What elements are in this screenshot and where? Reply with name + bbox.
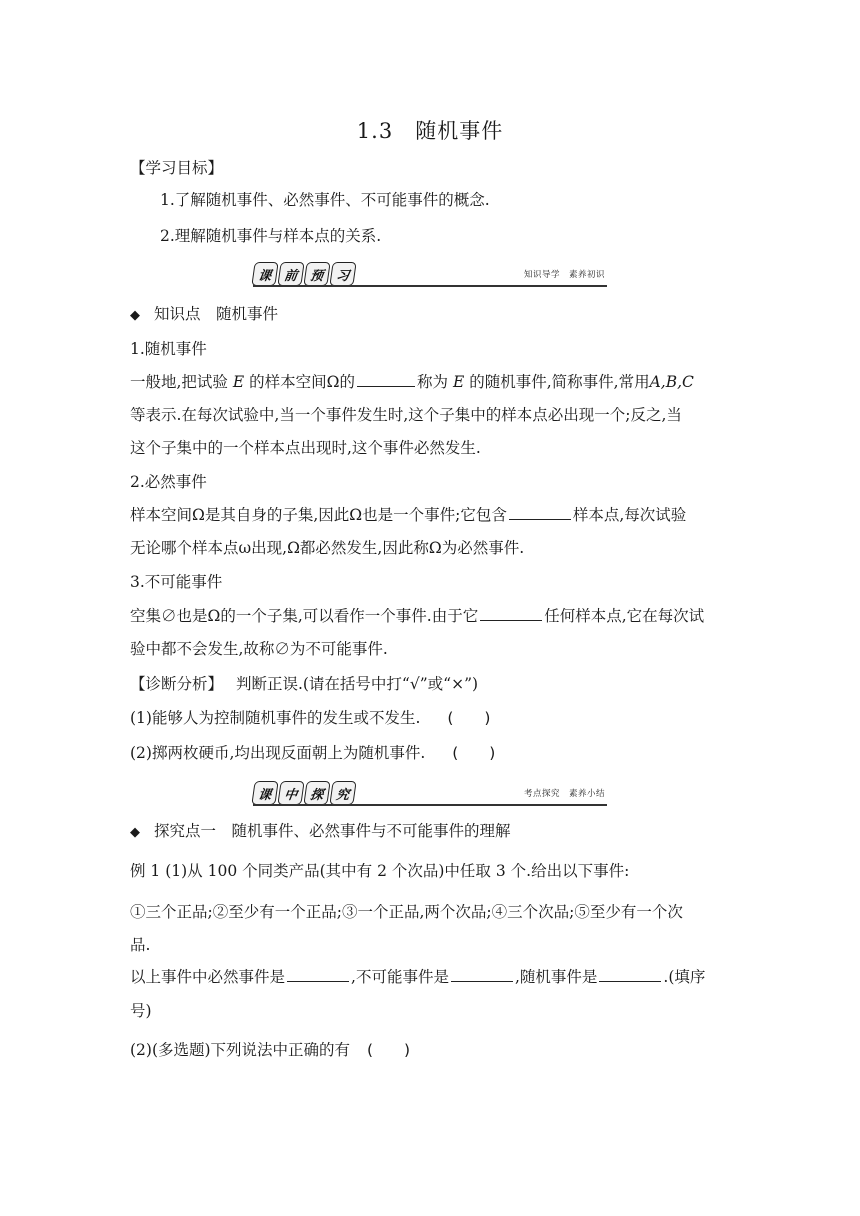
text: 样本点,每次试验 [572,506,687,524]
page-title [0,115,860,145]
banner-char: 究 [329,781,356,805]
s1-title: 1.随机事件 [130,340,207,358]
diamond-icon: ◆ [130,825,140,840]
s3-line-1 [130,605,740,627]
s3-line-2: 验中都不会发生,故称∅为不可能事件. [130,640,388,658]
text: (2)掷两枚硬币,均出现反面朝上为随机事件. [130,744,426,762]
fill-blank[interactable] [509,505,571,520]
objectives-heading: 【学习目标】 [130,159,224,177]
text: ,随机事件是 [514,968,598,986]
knowledge-heading-text: 知识点 随机事件 [154,305,279,323]
s3-title: 3.不可能事件 [130,573,223,591]
fill-blank[interactable] [451,967,513,982]
s2-line-1 [130,504,740,526]
example-1-line-4 [130,966,740,988]
banner-explore-tag: 考点探究 素养小结 [523,789,605,799]
banner-preview-tag: 知识导学 素养初识 [523,270,605,280]
text: 的样本空间Ω的 [249,373,355,391]
knowledge-heading [130,303,740,327]
banner-char: 探 [303,781,330,805]
banner-divider [253,804,607,806]
diagnosis-instruction: 判断正误.(请在括号中打“√”或“×”) [235,675,479,693]
banner-char: 中 [277,781,304,805]
explore-heading-text: 探究点一 随机事件、必然事件与不可能事件的理解 [154,822,511,840]
fill-blank[interactable] [287,967,349,982]
banner-explore [253,781,607,809]
example-1-line-2: ①三个正品;②至少有一个正品;③一个正品,两个次品;④三个次品;⑤至少有一个次 [130,903,683,921]
text: 空集∅也是Ω的一个子集,可以看作一个事件.由于它 [130,607,479,625]
objective-item-1: 1.了解随机事件、必然事件、不可能事件的概念. [160,191,490,209]
text: 样本空间Ω是其自身的子集,因此Ω也是一个事件;它包含 [130,506,507,524]
banner-char: 前 [277,262,304,286]
math-E: E [452,373,465,391]
answer-bracket[interactable]: ( ) [452,744,496,762]
text: 称为 [417,373,449,391]
banner-char: 预 [303,262,330,286]
diagnosis-label: 【诊断分析】 [130,675,224,693]
section-title: 随机事件 [415,119,504,143]
math-ABC: A,B,C [649,373,694,391]
section-number: 1.3 [356,119,394,143]
text: 的随机事件,简称事件,常用 [469,373,650,391]
diamond-icon: ◆ [130,308,140,323]
text: .(填序 [663,968,706,986]
s1-line-3: 这个子集中的一个样本点出现时,这个事件必然发生. [130,439,481,457]
text: ,不可能事件是 [351,968,449,986]
objective-item-2: 2.理解随机事件与样本点的关系. [160,227,382,245]
math-E: E [232,373,245,391]
banner-explore-badge [253,781,355,805]
fill-blank[interactable] [599,967,661,982]
fill-blank[interactable] [480,606,542,621]
text: 以上事件中必然事件是 [130,968,286,986]
answer-bracket[interactable]: ( ) [367,1041,411,1059]
banner-char: 习 [329,262,356,286]
example-1-line-3: 品. [130,936,151,954]
banner-divider [253,285,607,287]
s2-title: 2.必然事件 [130,473,207,491]
example-1-line-1: 例 1 (1)从 100 个同类产品(其中有 2 个次品)中任取 3 个.给出以下事件: [130,862,630,880]
s1-line-1 [130,371,740,393]
example-1-line-5: 号) [130,1002,152,1020]
text: (2)(多选题)下列说法中正确的有 [130,1041,351,1059]
fill-blank[interactable] [357,372,415,387]
text: 一般地,把试验 [130,373,228,391]
s2-line-2: 无论哪个样本点ω出现,Ω都必然发生,因此称Ω为必然事件. [130,539,525,557]
diagnosis-item-2 [130,742,740,764]
answer-bracket[interactable]: ( ) [447,709,491,727]
text: 任何样本点,它在每次试 [544,607,705,625]
text: (1)能够人为控制随机事件的发生或不发生. [130,709,421,727]
s1-line-2: 等表示.在每次试验中,当一个事件发生时,这个子集中的样本点必出现一个;反之,当 [130,406,682,424]
diagnosis-heading [130,673,740,695]
banner-preview-badge [253,262,355,286]
banner-char: 课 [251,262,278,286]
banner-preview [253,262,607,290]
banner-char: 课 [251,781,278,805]
example-1-line-6 [130,1039,740,1061]
diagnosis-item-1 [130,707,740,729]
explore-heading [130,820,740,844]
